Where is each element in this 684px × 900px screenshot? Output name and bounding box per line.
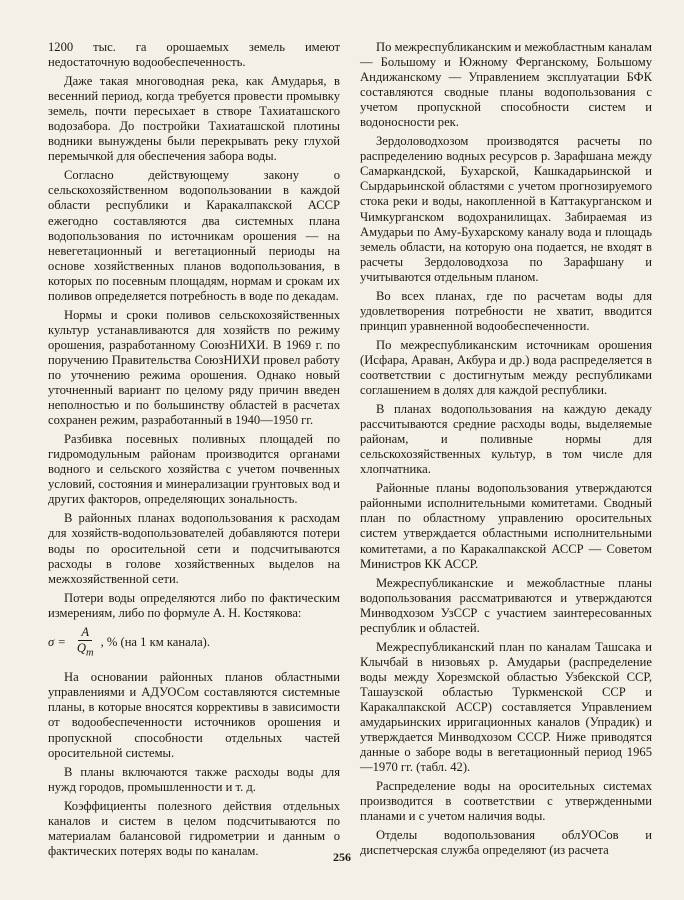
paragraph: По межреспубликанским и межобластным каналам — Большому и Южному Ферганскому, Большому Андижанскому — Управлением эксплуатации БФК составляются сводные планы водопользования с учетом пропускной способности систем и водоносности рек. — [360, 40, 652, 130]
paragraph: На основании районных планов областными управлениями и АДУОСом составляются системные планы, в которые вносятся коррективы в зависимости от водообеспеченности источников орошения и пропускной способности отдельных частей оросительной системы. — [48, 670, 340, 760]
formula-numerator: A — [78, 625, 92, 641]
paragraph: Даже такая многоводная река, как Амударья, в весенний период, когда требуется провести промывку земель, почти пересыхает в створе Тахиаташского водозабора. До постройки Тахиаташской плотины водники вынуждены были перекрывать реку глухой перемычкой для обеспечения забора воды. — [48, 74, 340, 164]
paragraph: В районных планах водопользования к расходам для хозяйств-водопользователей добавляются потери воды по оросительной сети и подсчитываются расходы в голове хозяйственных выделов на межхозяйственной сети. — [48, 511, 340, 586]
kostyakov-formula — [48, 625, 340, 661]
paragraph: По межреспубликанским источникам орошения (Исфара, Араван, Акбура и др.) вода распределяется в соответствии с достигнутым между республиками соглашением в долях для каждой республики. — [360, 337, 652, 398]
paragraph: Распределение воды на оросительных системах производится в соответствии с утвержденными планами и с учетом наличия воды. — [360, 779, 652, 824]
formula-lhs: σ = — [48, 635, 66, 650]
left-column — [48, 40, 340, 859]
formula-denominator-base: Q — [76, 640, 86, 655]
formula-denominator — [74, 641, 97, 661]
paragraph: Нормы и сроки поливов сельскохозяйственных культур устанавливаются для хозяйств по режиму орошения, разработанному СоюзНИХИ. В 1969 г. по поручению Правительства СоюзНИХИ провел работу по уточнению режима орошения. Однако новый уточненный вариант по целому ряду причин введен неполностью и по большинству областей в расчетах сохранен режим, разработанный в 1940—1950 гг. — [48, 307, 340, 428]
paragraph: В планы включаются также расходы воды для нужд городов, промышленности и т. д. — [48, 764, 340, 794]
paragraph: В планах водопользования на каждую декаду рассчитываются средние расходы воды, выделяемые районам, и поливные нормы для сельскохозяйственных культур, в том числе для хлопчатника. — [360, 402, 652, 477]
paragraph: Отделы водопользования облУОСов и диспетчерская служба определяют (из расчета — [360, 828, 652, 858]
paragraph: Межреспубликанские и межобластные планы водопользования рассматриваются и утверждаются Минводхозом УзССР с участием заинтересованных республик и областей. — [360, 575, 652, 635]
paragraph: Разбивка посевных поливных площадей по гидромодульным районам производится органами водного и сельского хозяйства с учетом почвенных условий, состояния и минерализации грунтовых вод и других факторов, определяющих зональность. — [48, 432, 340, 507]
right-column — [360, 40, 652, 858]
formula-fraction — [74, 625, 97, 661]
formula-denominator-sub: m — [85, 647, 94, 659]
formula-rhs: , % (на 1 км канала). — [100, 635, 211, 650]
paragraph: Зердоловодхозом производятся расчеты по распределению водных ресурсов р. Зарафшана между Самаркандской, Бухарской, Кашкадарьинской и Сырдарьинской областями с учетом прогнозируемого стока реки и воды, накопленной в Каттакурганском и Чимкурганском водохранилищах. Забираемая из Амударьи по Аму-Бухарскому каналу вода и площадь земель области, на которую она подается, не входят в расчеты Зердоловодхоза по Зарафшану и учитываются отдельным планом. — [360, 134, 652, 284]
paragraph: Потери воды определяются либо по фактическим измерениям, либо по формуле А. Н. Костякова: — [48, 590, 340, 620]
page-number: 256 — [333, 850, 351, 864]
paragraph: Межреспубликанский план по каналам Ташсака и Клычбай в низовьях р. Амударьи (распределение воды между Хорезмской областью Узбекской ССР, Ташаузской областью Туркменской ССР и Каракалпакской АССР) составляется Управлением амударьинских ирригационных каналов (Упрадик) и утверждается Минводхозом СССР. Ниже приводятся данные о заборе воды в вегетационный период 1965—1970 гг. (табл. 42). — [360, 639, 652, 775]
paragraph: Согласно действующему закону о сельскохозяйственном водопользовании в каждой области республики и Каракалпакской АССР ежегодно составляются два системных плана водопользования по источникам орошения — на невегетационный и вегетационный периоды на основе хозяйственных планов водопользования, в которых по посевным площадям, нормам и срокам их поливов определяется потребность в воде по декадам. — [48, 168, 340, 303]
paragraph: Во всех планах, где по расчетам воды для удовлетворения потребности не хватит, вводится принцип уравненной водообеспеченности. — [360, 288, 652, 333]
paragraph: Коэффициенты полезного действия отдельных каналов и систем в целом подсчитываются по материалам балансовой гидрометрии и данным о фактических потерях воды по каналам. — [48, 798, 340, 858]
paragraph: Районные планы водопользования утверждаются районными исполнительными комитетами. Сводный план по областному управлению оросительных систем утверждается областными исполнительными комитетами, а по Каракалпакской АССР — Советом Министров КК АССР. — [360, 481, 652, 571]
paragraph: 1200 тыс. га орошаемых земель имеют недостаточную водообеспеченность. — [48, 40, 340, 70]
